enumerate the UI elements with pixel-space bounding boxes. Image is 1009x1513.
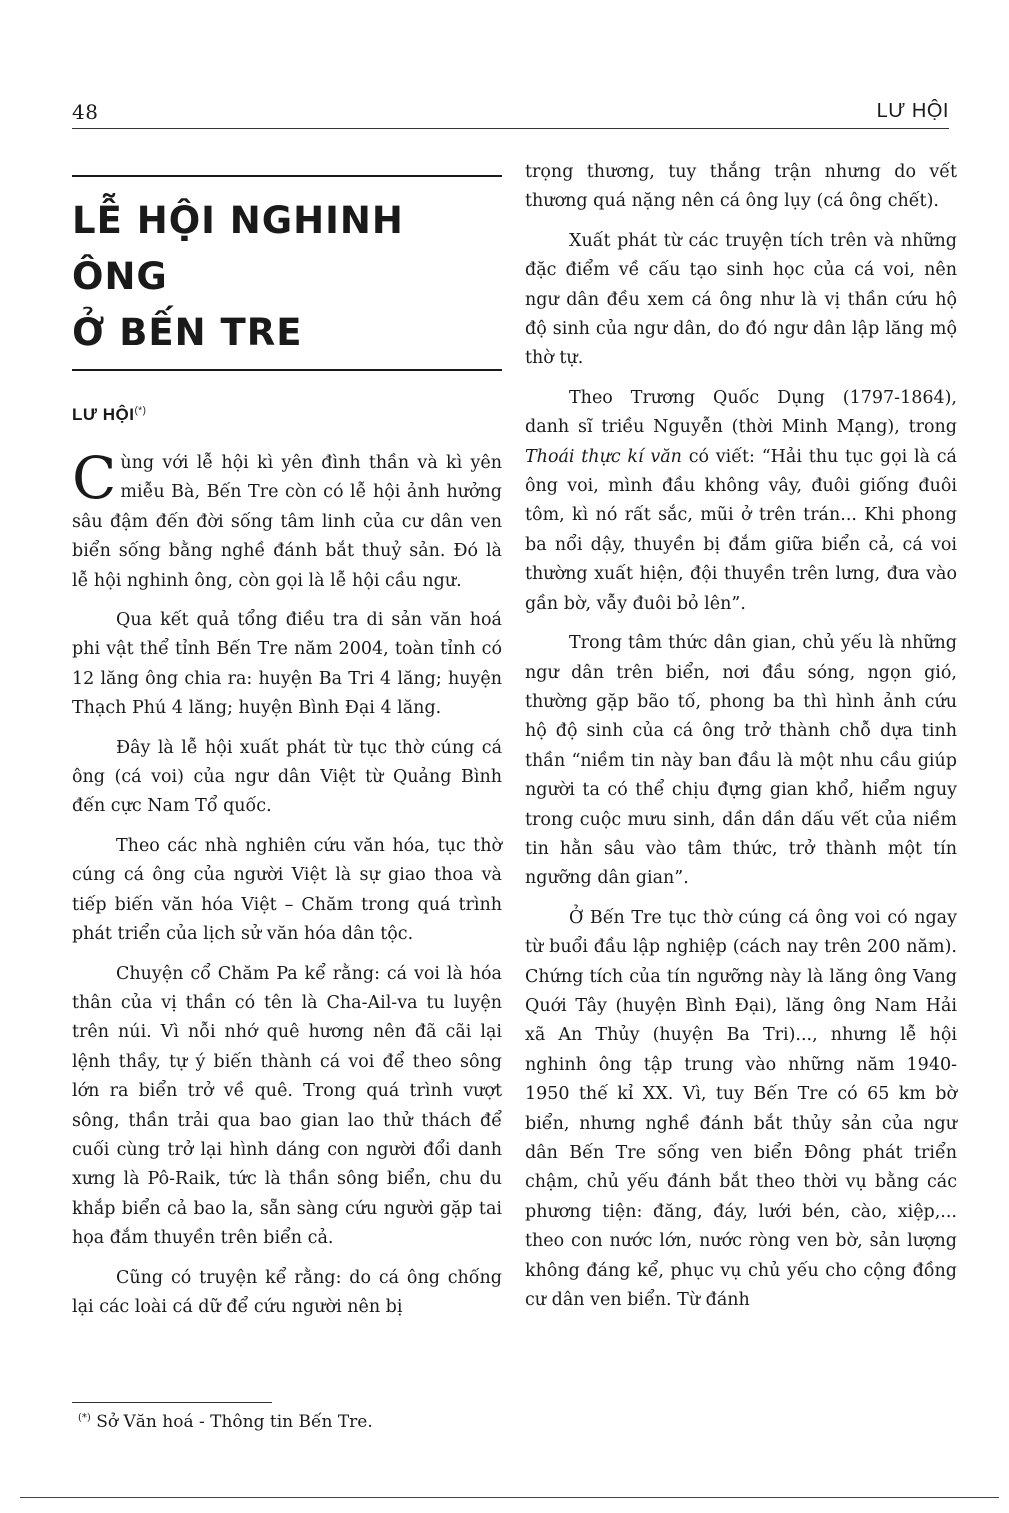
article-title xyxy=(72,193,502,361)
title-rule-bottom xyxy=(72,369,502,371)
running-head: LƯ HỘI xyxy=(876,100,949,122)
paragraph-text: ùng với lễ hội kì yên đình thần và kì yên miễu Bà, Bến Tre còn có lễ hội ảnh hưởng sâu đậm đến đời sống tâm linh của cư dân ven biển sống bằng nghề đánh bắt thuỷ sản. Đó là lễ hội nghinh ông, còn gọi là lễ hội cầu ngư. xyxy=(72,453,502,591)
author-note-mark: (*) xyxy=(134,405,147,417)
paragraph: trọng thương, tuy thắng trận nhưng do vết thương quá nặng nên cá ông lụy (cá ông chết). xyxy=(525,162,957,212)
footnote-text: Sở Văn hoá - Thông tin Bến Tre. xyxy=(96,1412,373,1432)
paragraph-text: Theo Trương Quốc Dụng (1797-1864), danh sĩ triều Nguyễn (thời Minh Mạng), trong xyxy=(525,387,957,438)
page-number: 48 xyxy=(72,100,99,124)
footnote xyxy=(78,1412,373,1432)
footnote-mark: (*) xyxy=(78,1412,91,1424)
paragraph: Trong tâm thức dân gian, chủ yếu là những ngư dân trên biển, nơi đầu sóng, ngọn gió, thường gặp bão tố, phong ba thì hình ảnh cứu hộ độ sinh của cá ông trở thành chỗ dựa tinh thần “niềm tin này ban đầu là một nhu cầu giúp người ta có thể chịu đựng gian khổ, hiểm nguy trong cuộc mưu sinh, dần dần dấu vết của niềm tin hằn sâu vào tâm thức, trở thành một tín ngưỡng dân gian”. xyxy=(525,633,957,889)
paragraph: Cũng có truyện kể rằng: do cá ông chống lại các loài cá dữ để cứu người nên bị xyxy=(72,1267,502,1317)
left-column xyxy=(72,175,502,1332)
paragraph: Xuất phát từ các truyện tích trên và những đặc điểm về cấu tạo sinh học của cá voi, nên ngư dân đều xem cá ông như là vị thần cứu hộ độ sinh của ngư dân, do đó ngư dân lập lăng mộ thờ tự. xyxy=(525,230,957,369)
paragraph: Chuyện cổ Chăm Pa kể rằng: cá voi là hóa thân của vị thần có tên là Cha-Ail-va tu luyện trên núi. Vì nỗi nhớ quê hương nên đã cãi lại lệnh thầy, tự ý biến thành cá voi để theo sông lớn ra biển trở về quê. Trong quá trình vượt sông, thần trải qua bao gian lao thử thách để cuối cùng trở lại hình dáng con người đổi danh xưng là Pô-Raik, tức là thần sông biển, chu du khắp biển cả bao la, sẵn sàng cứu người gặp tai họa đắm thuyền trên biển cả. xyxy=(72,963,502,1249)
paragraph xyxy=(72,444,502,596)
drop-cap: C xyxy=(72,444,117,512)
book-title: Thoái thực kí văn xyxy=(525,446,682,467)
title-line-1: LỄ HỘI NGHINH ÔNG xyxy=(72,199,404,298)
title-line-2: Ở BẾN TRE xyxy=(72,311,303,354)
paragraph: Ở Bến Tre tục thờ cúng cá ông voi có ngay từ buổi đầu lập nghiệp (cách nay trên 200 năm). Chứng tích của tín ngưỡng này là lăng ông Vang Quới Tây (huyện Bình Đại), lăng ông Nam Hải xã An Thủy (huyện Ba Tri)..., nhưng lễ hội nghinh ông tập trung vào những năm 1940-1950 thế kỉ XX. Vì, tuy Bến Tre có 65 km bờ biển, nhưng nghề đánh bắt thủy sản của ngư dân Bến Tre sống ven biển Đông phát triển chậm, chủ yếu đánh bắt theo thời vụ bằng các phương tiện: đăng, đáy, lưới bén, cào, xiệp,... theo con nước lớn, nước ròng ven bờ, sản lượng không đáng kể, phục vụ chủ yếu cho cộng đồng cư dân ven biển. Từ đánh xyxy=(525,907,957,1311)
paragraph: Theo các nhà nghiên cứu văn hóa, tục thờ cúng cá ông của người Việt là sự giao thoa và tiếp biến văn hóa Việt – Chăm trong quá trình phát triển của lịch sử văn hóa dân tộc. xyxy=(72,835,502,945)
paragraph: Đây là lễ hội xuất phát từ tục thờ cúng cá ông (cá voi) của ngư dân Việt từ Quảng Bình đến cực Nam Tổ quốc. xyxy=(72,737,502,817)
author-byline xyxy=(72,405,502,425)
right-column xyxy=(525,158,957,1325)
footnote-rule xyxy=(72,1402,272,1403)
paragraph-text: có viết: “Hải thu tục gọi là cá ông voi, mình đầu không vây, đuôi giống đuôi tôm, kì nó rất sắc, mũi ở trên trán... Khi phong ba nổi dậy, thuyền bị đắm giữa biển cả, cá voi thường xuất hiện, đội thuyền trên lưng, đưa vào gần bờ, vẫy đuôi bỏ lên”. xyxy=(525,446,957,614)
header-rule xyxy=(72,128,949,129)
paragraph: Qua kết quả tổng điều tra di sản văn hoá phi vật thể tỉnh Bến Tre năm 2004, toàn tỉnh có 12 lăng ông chia ra: huyện Ba Tri 4 lăng; huyện Thạch Phú 4 lăng; huyện Bình Đại 4 lăng. xyxy=(72,610,502,719)
paragraph xyxy=(525,384,957,619)
author-name: LƯ HỘI xyxy=(72,405,135,424)
title-rule-top xyxy=(72,175,502,177)
bottom-rule xyxy=(20,1497,999,1498)
